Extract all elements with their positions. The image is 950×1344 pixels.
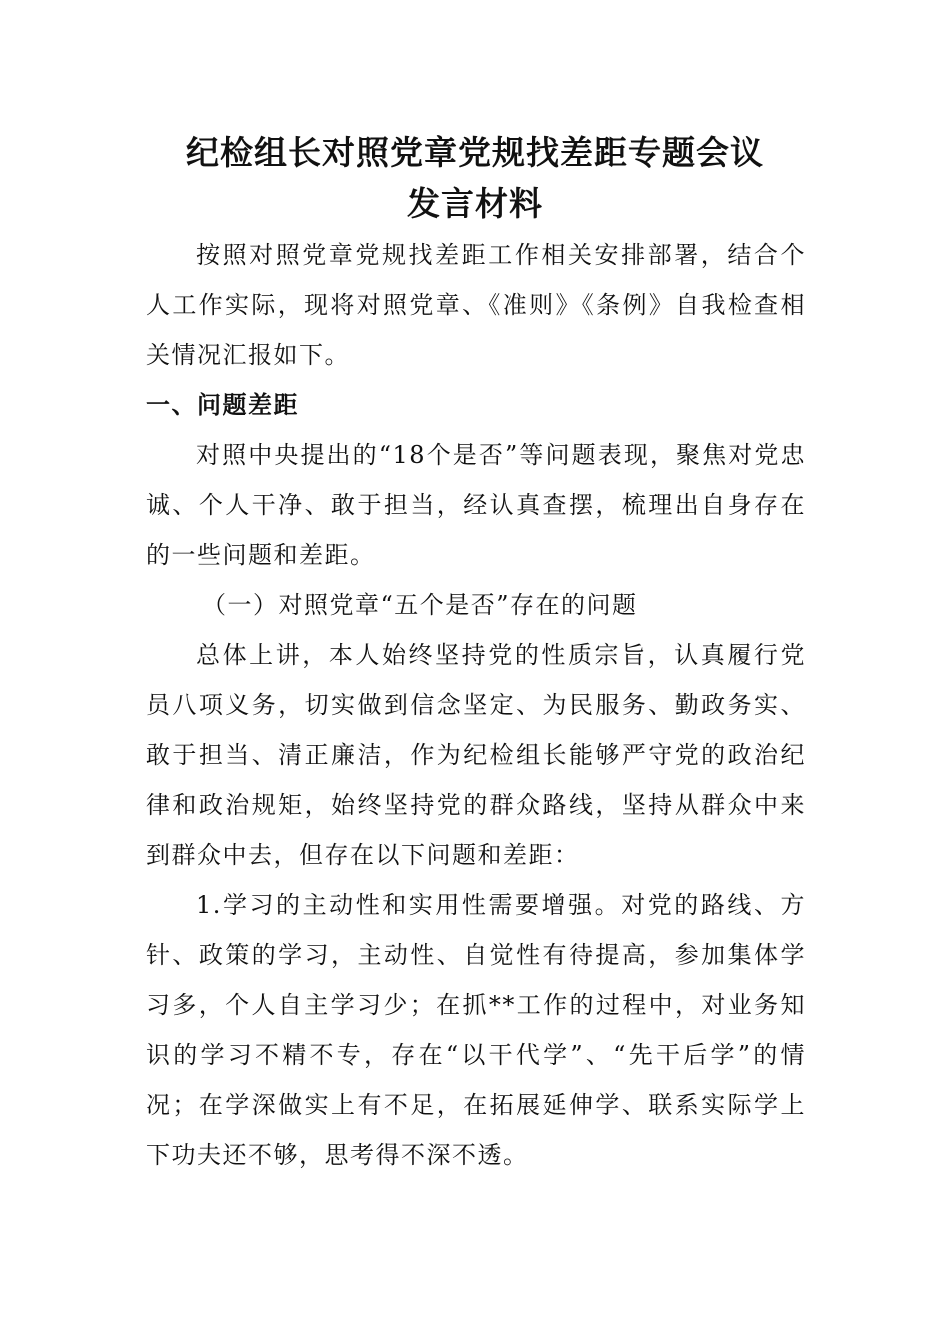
section-heading-problems: 一、问题差距 [146, 391, 299, 419]
document-title-line-1: 纪检组长对照党章党规找差距专题会议 [186, 133, 764, 172]
subsection-heading: （一）对照党章“五个是否”存在的问题 [202, 591, 638, 619]
intro-paragraph: 按照对照党章党规找差距工作相关安排部署，结合个人工作实际，现将对照党章、《准则》《条例》自我检查相关情况汇报如下。 [146, 241, 806, 369]
document-title-line-2: 发言材料 [407, 184, 543, 223]
item-1-paragraph: 1.学习的主动性和实用性需要增强。对党的路线、方针、政策的学习，主动性、自觉性有待提高，参加集体学习多，个人自主学习少；在抓**工作的过程中，对业务知识的学习不精不专，存在“以干代学”、“先干后学”的情况；在学深做实上有不足，在拓展延伸学、联系实际学上下功夫还不够，思考得不深不透。 [146, 891, 806, 1169]
document-body [146, 230, 806, 1180]
section-intro-paragraph: 对照中央提出的“18个是否”等问题表现，聚焦对党忠诚、个人干净、敢于担当，经认真查摆，梳理出自身存在的一些问题和差距。 [146, 441, 806, 569]
subsection-body-paragraph: 总体上讲，本人始终坚持党的性质宗旨，认真履行党员八项义务，切实做到信念坚定、为民服务、勤政务实、敢于担当、清正廉洁，作为纪检组长能够严守党的政治纪律和政治规矩，始终坚持党的群众路线，坚持从群众中来到群众中去，但存在以下问题和差距： [146, 641, 806, 869]
